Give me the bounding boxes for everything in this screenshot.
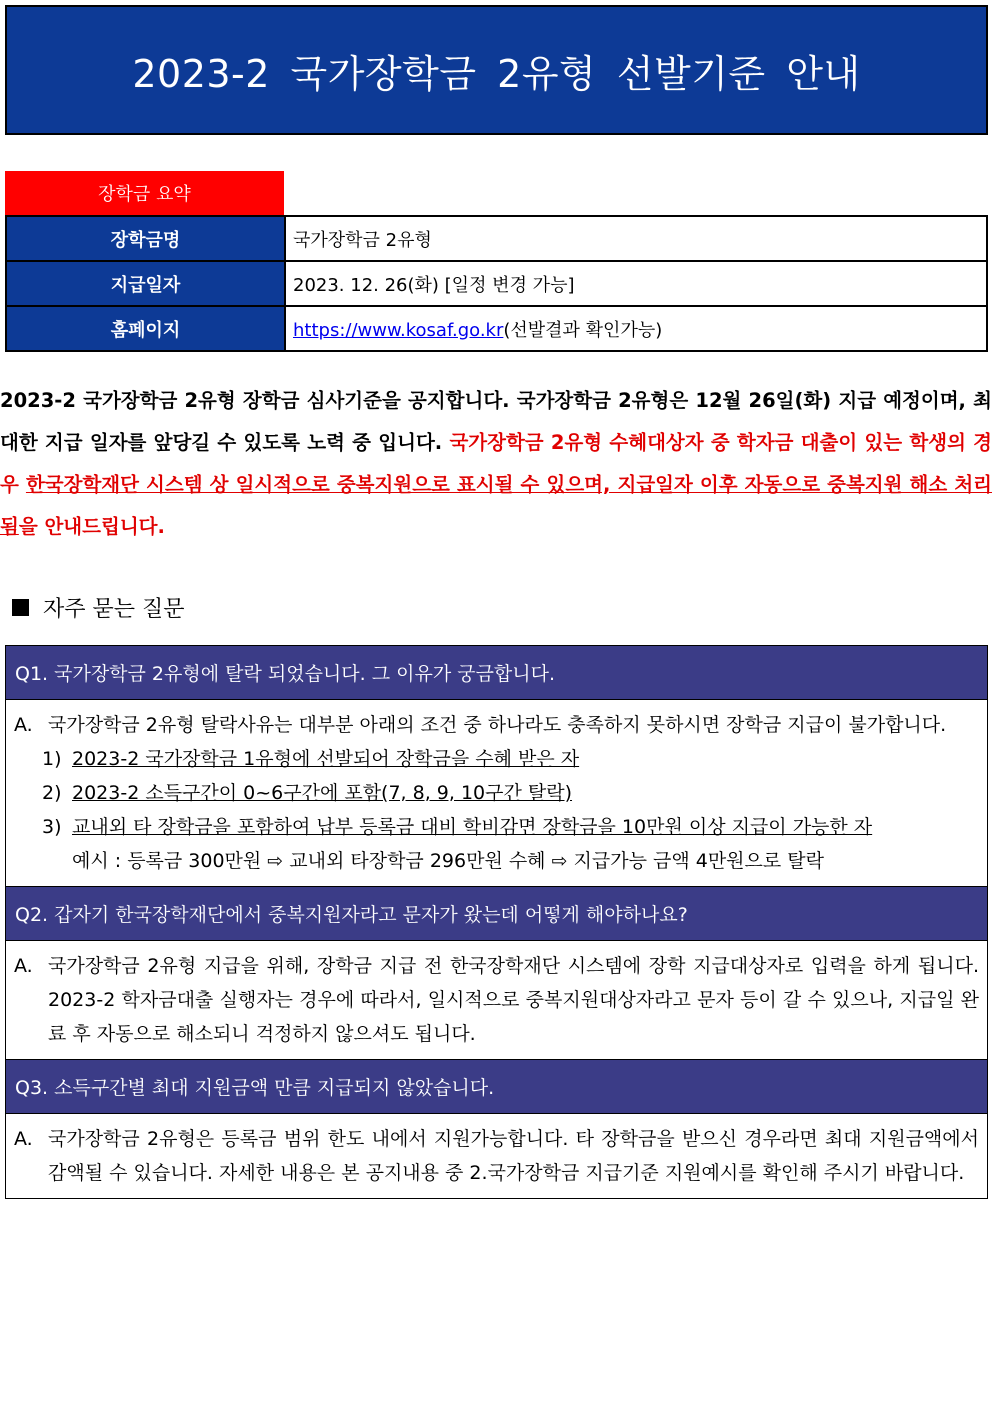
intro-highlight: 국가장학금 2유형 수혜대상자 중 학자금 대출이 있는 학생의 경우	[0, 431, 992, 496]
page-title-banner	[5, 5, 988, 135]
condition-item	[14, 776, 979, 810]
faq-question-2: Q2. 갑자기 한국장학재단에서 중복지원자라고 문자가 왔는데 어떻게 해야하나요?	[6, 887, 987, 941]
summary-value: 국가장학금 2유형	[285, 216, 987, 261]
summary-row-date	[6, 261, 987, 306]
intro-text: 2023-2 국가장학금 2유형 장학금 심사기준을 공지합니다. 국가장학금 2유형은 12월 26일(화) 지급 예정이며, 최대한 지급 일자를 앞당길 수 있도록 노력 중 입니다.	[0, 389, 992, 454]
faq-question-3: Q3. 소득구간별 최대 지원금액 만큼 지급되지 않았습니다.	[6, 1060, 987, 1114]
summary-value	[285, 306, 987, 351]
summary-header: 장학금 요약	[5, 171, 284, 215]
answer-lead: A.	[14, 955, 33, 977]
summary-table	[5, 215, 988, 352]
faq-answer-3	[6, 1114, 987, 1198]
homepage-note: (선발결과 확인가능)	[503, 319, 663, 341]
homepage-link[interactable]: https://www.kosaf.go.kr	[293, 319, 504, 341]
condition-number: 2)	[42, 782, 62, 804]
intro-paragraph	[0, 380, 992, 548]
intro-highlight-underlined: 한국장학재단 시스템 상 일시적으로 중복지원으로 표시될 수 있으며, 지급일자 이후 자동으로 중복지원 해소 처리됨	[0, 473, 992, 538]
faq-answer-2	[6, 941, 987, 1060]
faq-question-1: Q1. 국가장학금 2유형에 탈락 되었습니다. 그 이유가 궁금합니다.	[6, 646, 987, 700]
condition-text: 2023-2 소득구간이 0~6구간에 포함(7, 8, 9, 10구간 탈락)	[72, 782, 573, 804]
condition-item	[14, 810, 979, 844]
summary-key: 홈페이지	[6, 306, 285, 351]
faq-heading	[12, 592, 185, 623]
intro-highlight-end: 을 안내드립니다.	[18, 515, 165, 538]
faq-heading-text: 자주 묻는 질문	[43, 597, 185, 622]
faq-answer-1	[6, 700, 987, 887]
answer-text: 국가장학금 2유형은 등록금 범위 한도 내에서 지원가능합니다. 타 장학금을 받으신 경우라면 최대 지원금액에서 감액될 수 있습니다. 자세한 내용은 본 공지내용 중 2.국가장학금 지급기준 지원예시를 확인해 주시기 바랍니다.	[48, 1128, 979, 1184]
answer-text: 국가장학금 2유형 지급을 위해, 장학금 지급 전 한국장학재단 시스템에 장학 지급대상자로 입력을 하게 됩니다. 2023-2 학자금대출 실행자는 경우에 따라서, 일시적으로 중복지원대상자라고 문자 등이 갈 수 있으나, 지급일 완료 후 자동으로 해소되니 걱정하지 않으셔도 됩니다.	[48, 955, 979, 1045]
condition-text: 2023-2 국가장학금 1유형에 선발되어 장학금을 수혜 받은 자	[72, 748, 580, 770]
condition-number: 3)	[42, 816, 62, 838]
summary-row-name	[6, 216, 987, 261]
answer-text: 국가장학금 2유형 탈락사유는 대부분 아래의 조건 중 하나라도 충족하지 못하시면 장학금 지급이 불가합니다.	[48, 714, 947, 736]
summary-row-homepage	[6, 306, 987, 351]
answer-lead: A.	[14, 1128, 33, 1150]
example-text: 예시 : 등록금 300만원 ⇨ 교내외 타장학금 296만원 수혜 ⇨ 지급가능 금액 4만원으로 탈락	[72, 850, 824, 872]
condition-number: 1)	[42, 748, 62, 770]
summary-key: 지급일자	[6, 261, 285, 306]
square-bullet-icon	[12, 599, 29, 616]
faq-box	[5, 645, 988, 1199]
summary-key: 장학금명	[6, 216, 285, 261]
summary-value: 2023. 12. 26(화) [일정 변경 가능]	[285, 261, 987, 306]
answer-lead: A.	[14, 714, 33, 736]
page-title: 2023-2 국가장학금 2유형 선발기준 안내	[132, 51, 861, 96]
condition-text: 교내외 타 장학금을 포함하여 납부 등록금 대비 학비감면 장학금을 10만원 이상 지급이 가능한 자	[72, 816, 873, 838]
condition-item	[14, 742, 979, 776]
